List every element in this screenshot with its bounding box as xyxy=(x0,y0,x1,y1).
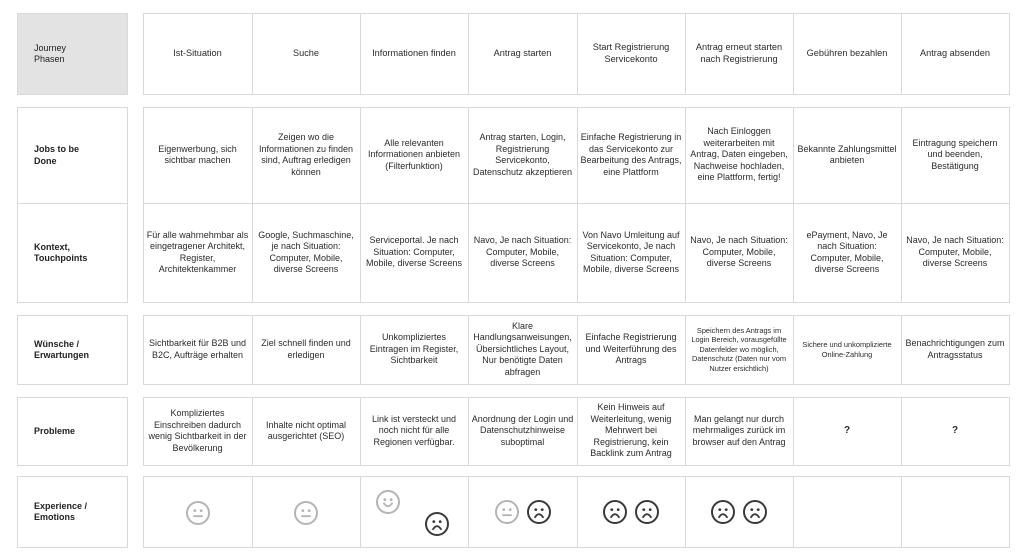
journey-cell: Sichtbarkeit für B2B und B2C, Aufträge erhalten xyxy=(148,338,247,360)
row-label-border xyxy=(127,476,128,548)
grid-line-horizontal xyxy=(143,547,1009,548)
row-label: Jobs to be Done xyxy=(34,144,80,166)
neutral-face-icon xyxy=(294,501,318,525)
row-label: Wünsche / Erwartungen xyxy=(34,338,90,360)
grid-line-vertical xyxy=(1009,397,1010,466)
row-label-border xyxy=(17,302,127,303)
journey-cell: Kompliziertes Einschreiben dadurch wenig Sichtbarkeit in der Bevölkerung xyxy=(148,408,247,453)
journey-cell: Anordnung der Login und Datenschutzhinweise suboptimal xyxy=(471,413,574,447)
row-label: Kontext, Touchpoints xyxy=(34,241,88,263)
grid-line-vertical xyxy=(1009,315,1010,385)
grid-line-vertical xyxy=(901,476,902,548)
journey-cell: Navo, Je nach Situation: Computer, Mobile, diverse Screens xyxy=(473,235,572,269)
sad-face-icon xyxy=(425,512,449,536)
grid-line-vertical xyxy=(1009,13,1010,95)
grid-line-horizontal xyxy=(143,302,1009,303)
row-label: Probleme xyxy=(34,425,76,436)
journey-cell: Antrag starten, Login, Registrierung Servicekonto, Datenschutz akzeptieren xyxy=(472,132,573,177)
neutral-face-icon xyxy=(186,501,210,525)
journey-cell: ePayment, Navo, Je nach Situation: Computer, Mobile, diverse Screens xyxy=(806,229,888,274)
sad-face-icon xyxy=(635,500,659,524)
journey-phasen-label: Journey Phasen xyxy=(18,14,127,94)
journey-cell: Google, Suchmaschine, je nach Situation: Computer, Mobile, diverse Screens xyxy=(258,229,354,274)
journey-cell: Navo, Je nach Situation: Computer, Mobile, diverse Screens xyxy=(906,235,1004,269)
grid-line-vertical xyxy=(793,476,794,548)
journey-cell: Nach Einloggen weiterarbeiten mit Antrag, Daten eingeben, Nachweise hochladen, eine Plattform, fertig! xyxy=(690,126,788,183)
journey-cell: Unkompliziertes Eintragen im Register, Sichtbarkeit xyxy=(369,332,459,366)
neutral-face-icon xyxy=(495,500,519,524)
grid-line-horizontal xyxy=(143,94,1009,95)
phase-header: Start Registrierung Servicekonto xyxy=(592,42,670,64)
row-label-border xyxy=(127,315,128,385)
journey-cell: Benachrichtigungen zum Antragsstatus xyxy=(905,338,1005,360)
journey-cell: ? xyxy=(951,425,959,437)
journey-cell: Man gelangt nur durch mehrmaliges zurück im browser auf den Antrag xyxy=(692,413,786,447)
phase-header: Antrag absenden xyxy=(920,47,990,58)
grid-line-vertical xyxy=(143,476,144,548)
grid-line-vertical xyxy=(577,476,578,548)
journey-cell: ? xyxy=(843,425,851,437)
journey-cell: Sichere und unkomplizierte Online-Zahlung xyxy=(802,340,892,359)
journey-cell: Eintragung speichern und beenden, Bestätigung xyxy=(912,137,998,171)
row-label-border xyxy=(127,107,128,204)
journey-cell: Navo, Je nach Situation: Computer, Mobile, diverse Screens xyxy=(690,235,788,269)
row-label: Experience / Emotions xyxy=(34,500,88,522)
row-label-border xyxy=(17,384,127,385)
journey-cell: Speichern des Antrags im Login Bereich, vorausgefüllte Datenfelder wo möglich, Datenschutz (Daten nur vom Nutzer ersichtlich) xyxy=(691,325,787,373)
sad-face-icon xyxy=(743,500,767,524)
journey-cell: Von Navo Umleitung auf Servicekonto, Je nach Situation: Computer, Mobile, diverse Screens xyxy=(582,229,680,274)
grid-line-horizontal xyxy=(143,476,1009,477)
grid-line-horizontal xyxy=(143,384,1009,385)
journey-cell: Einfache Registrierung in das Servicekonto zur Bearbeitung des Antrags, eine Plattform xyxy=(580,132,682,177)
phase-header: Ist-Situation xyxy=(173,47,222,58)
journey-cell: Für alle wahrnehmbar als eingetragener Architekt, Register, Architektenkammer xyxy=(146,229,249,274)
sad-face-icon xyxy=(603,500,627,524)
row-label-border xyxy=(127,397,128,466)
grid-line-vertical xyxy=(685,476,686,548)
phase-header: Antrag erneut starten nach Registrierung xyxy=(695,42,783,64)
journey-cell: Link ist versteckt und noch nicht für alle Regionen verfügbar. xyxy=(371,413,457,447)
journey-cell: Alle relevanten Informationen anbieten (Filterfunktion) xyxy=(367,137,461,171)
phase-header: Antrag starten xyxy=(493,47,552,58)
journey-cell: Serviceportal. Je nach Situation: Computer, Mobile, diverse Screens xyxy=(365,235,463,269)
grid-line-vertical xyxy=(468,476,469,548)
grid-line-vertical xyxy=(1009,203,1010,303)
sad-face-icon xyxy=(527,500,551,524)
row-label-border xyxy=(17,465,127,466)
grid-line-vertical xyxy=(252,476,253,548)
journey-cell: Klare Handlungsanweisungen, Übersichtliches Layout, Nur benötigte Daten abfragen xyxy=(473,320,572,377)
journey-cell: Zeigen wo die Informationen zu finden sind, Auftrag erledigen können xyxy=(258,132,354,177)
journey-cell: Ziel schnell finden und erledigen xyxy=(261,338,351,360)
happy-face-icon xyxy=(376,490,400,514)
grid-line-vertical xyxy=(1009,107,1010,204)
journey-cell: Eigenwerbung, sich sichtbar machen xyxy=(158,143,237,165)
journey-cell: Kein Hinweis auf Weiterleitung, wenig Mehrwert bei Registrierung, kein Backlink zum Antrag xyxy=(590,402,672,459)
grid-line-vertical xyxy=(360,476,361,548)
journey-cell: Bekannte Zahlungsmittel anbieten xyxy=(797,143,897,165)
phase-header: Suche xyxy=(292,47,320,58)
phase-header: Informationen finden xyxy=(372,47,456,58)
journey-cell: Inhalte nicht optimal ausgerichtet (SEO) xyxy=(265,419,347,441)
row-label-border xyxy=(17,94,127,95)
phase-header: Gebühren bezahlen xyxy=(806,47,888,58)
grid-line-horizontal xyxy=(143,465,1009,466)
row-label-border xyxy=(127,13,128,95)
row-label-border xyxy=(127,203,128,303)
row-label-border xyxy=(17,547,127,548)
journey-cell: Einfache Registrierung und Weiterführung des Antrags xyxy=(585,332,677,366)
grid-line-vertical xyxy=(1009,476,1010,548)
sad-face-icon xyxy=(711,500,735,524)
